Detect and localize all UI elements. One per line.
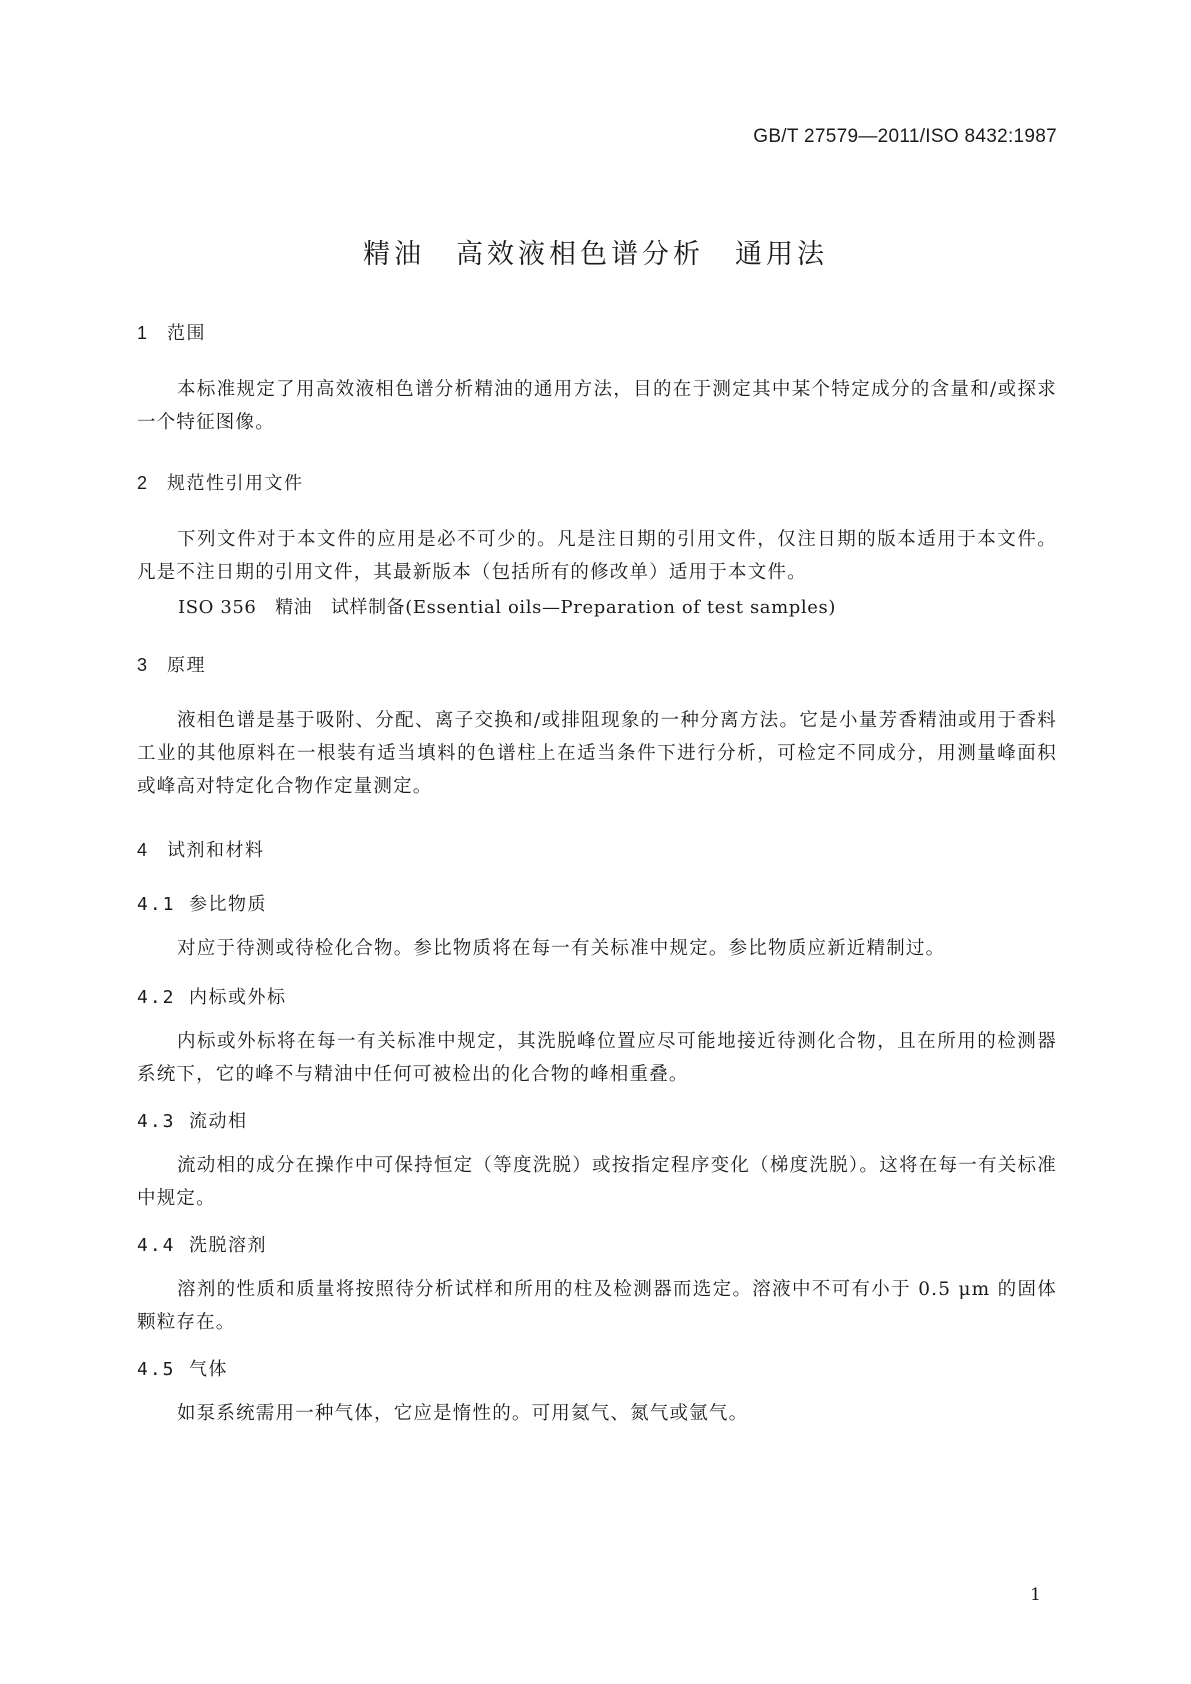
section-number: 3 xyxy=(137,655,149,675)
section-4-4-heading xyxy=(137,1231,267,1257)
section-title: 范围 xyxy=(167,323,206,344)
section-title: 流动相 xyxy=(189,1111,248,1132)
section-3-paragraph: 液相色谱是基于吸附、分配、离子交换和/或排阻现象的一种分离方法。它是小量芳香精油或用于香料工业的其他原料在一根装有适当填料的色谱柱上在适当条件下进行分析，可检定不同成分，用测量峰面积或峰高对特定化合物作定量测定。 xyxy=(137,710,1057,797)
section-number: 4.4 xyxy=(137,1235,176,1256)
section-title: 内标或外标 xyxy=(189,987,287,1008)
section-4-1-paragraph: 对应于待测或待检化合物。参比物质将在每一有关标准中规定。参比物质应新近精制过。 xyxy=(177,938,946,959)
section-4-4-paragraph: 溶剂的性质和质量将按照待分析试样和所用的柱及检测器而选定。溶液中不可有小于 0.5 μm 的固体颗粒存在。 xyxy=(137,1279,1057,1333)
section-title: 参比物质 xyxy=(189,894,267,915)
section-number: 4.2 xyxy=(137,987,176,1008)
page-number: 1 xyxy=(1030,1585,1041,1605)
section-1-heading xyxy=(137,319,206,345)
section-number: 4 xyxy=(137,840,149,860)
section-title: 洗脱溶剂 xyxy=(189,1235,267,1256)
section-number: 2 xyxy=(137,473,149,493)
section-title: 规范性引用文件 xyxy=(167,473,304,494)
section-number: 4.1 xyxy=(137,894,176,915)
section-title: 气体 xyxy=(189,1359,228,1380)
section-title: 试剂和材料 xyxy=(167,840,265,861)
section-1-paragraph: 本标准规定了用高效液相色谱分析精油的通用方法，目的在于测定其中某个特定成分的含量和/或探求一个特征图像。 xyxy=(137,379,1057,433)
section-number: 4.5 xyxy=(137,1359,176,1380)
section-title: 原理 xyxy=(167,655,206,676)
section-4-3-heading xyxy=(137,1107,248,1133)
section-number: 1 xyxy=(137,323,149,343)
section-3-heading xyxy=(137,651,206,677)
section-number: 4.3 xyxy=(137,1111,176,1132)
section-4-2-paragraph: 内标或外标将在每一有关标准中规定，其洗脱峰位置应尽可能地接近待测化合物，且在所用的检测器系统下，它的峰不与精油中任何可被检出的化合物的峰相重叠。 xyxy=(137,1031,1057,1085)
normative-reference: ISO 356 精油 试样制备(Essential oils—Preparation of test samples) xyxy=(178,597,836,618)
section-4-5-heading xyxy=(137,1355,228,1381)
section-2-heading xyxy=(137,469,304,495)
document-title: 精油 高效液相色谱分析 通用法 xyxy=(363,239,828,270)
section-2-paragraph: 下列文件对于本文件的应用是必不可少的。凡是注日期的引用文件，仅注日期的版本适用于本文件。凡是不注日期的引用文件，其最新版本（包括所有的修改单）适用于本文件。 xyxy=(137,529,1057,583)
section-4-3-paragraph: 流动相的成分在操作中可保持恒定（等度洗脱）或按指定程序变化（梯度洗脱）。这将在每一有关标准中规定。 xyxy=(137,1155,1057,1209)
section-4-1-heading xyxy=(137,890,267,916)
section-4-5-paragraph: 如泵系统需用一种气体，它应是惰性的。可用氦气、氮气或氩气。 xyxy=(177,1403,749,1424)
section-4-heading xyxy=(137,836,265,862)
section-4-2-heading xyxy=(137,983,287,1009)
standard-number: GB/T 27579—2011/ISO 8432:1987 xyxy=(753,126,1057,147)
